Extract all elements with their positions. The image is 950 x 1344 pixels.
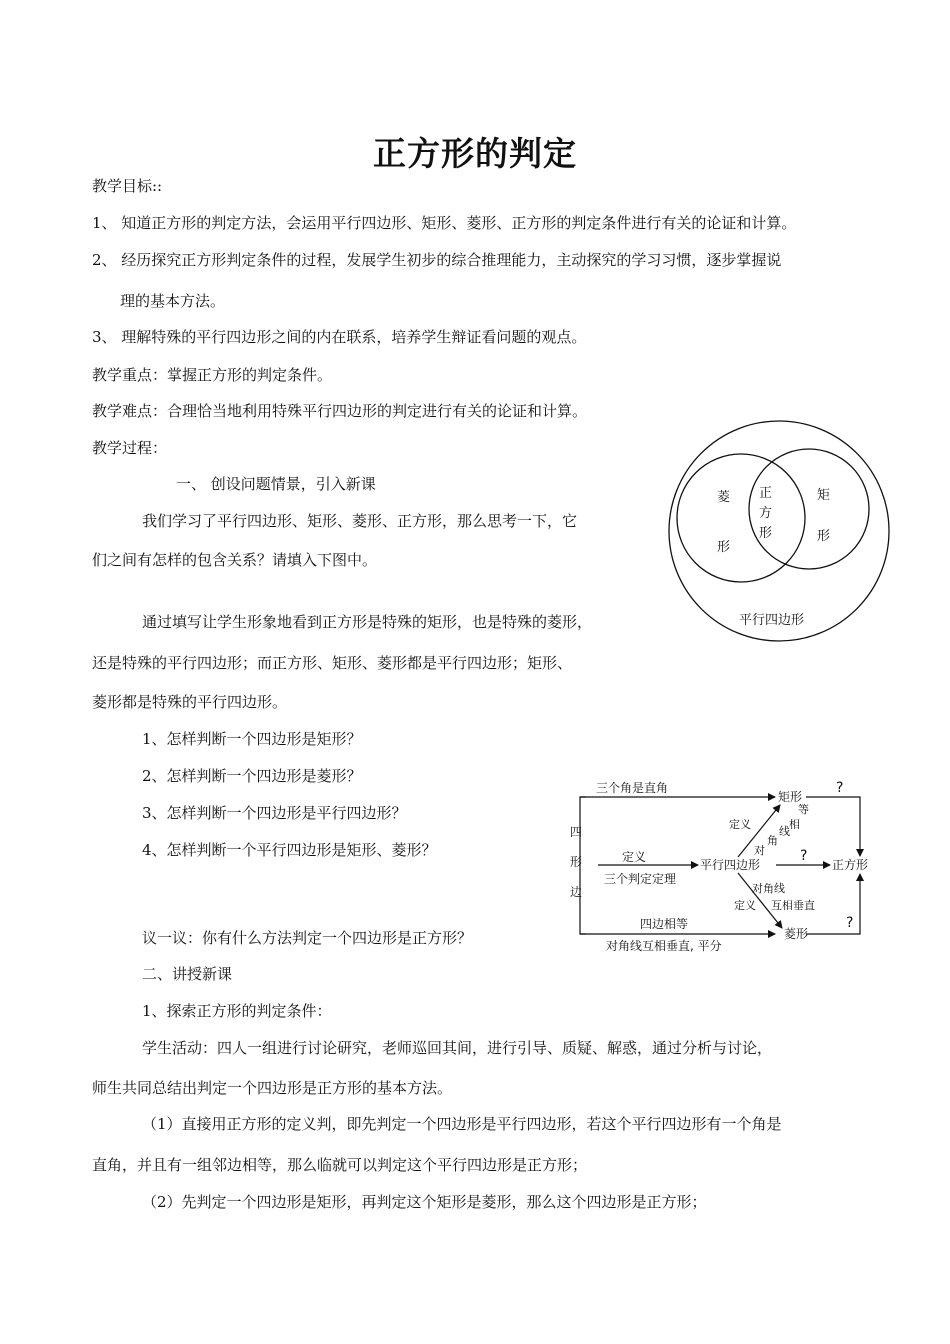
- venn-rectangle-char-1: 矩: [817, 488, 831, 503]
- subsection-1-heading: 1、探索正方形的判定条件：: [142, 1002, 332, 1020]
- key-point: 教学重点：掌握正方形的判定条件。: [92, 366, 333, 384]
- flow-square: 正方形: [832, 858, 869, 872]
- flow-four-sides-equal: 四边相等: [640, 917, 689, 931]
- flow-diag-equal-char-3: 线: [779, 825, 790, 838]
- activity-line-1: 学生活动：四人一组进行讨论研究，老师巡回其间，进行引导、质疑、解惑，通过分析与讨论，: [142, 1039, 773, 1057]
- flow-diag-perp-2: 互相垂直: [771, 899, 815, 912]
- rhombus-circle: [677, 454, 805, 582]
- para-2-line-1: 通过填写让学生形象地看到正方形是特殊的矩形，也是特殊的菱形，: [142, 613, 593, 631]
- goal-1: 1、 知道正方形的判定方法，会运用平行四边形、矩形、菱形、正方形的判定条件进行有关的论证和计算。: [92, 214, 797, 232]
- para-2-line-2: 还是特殊的平行四边形；而正方形、矩形、菱形都是平行四边形；矩形、: [92, 654, 573, 672]
- flow-rectangle: 矩形: [778, 790, 803, 804]
- flow-three-right-angles: 三个角是直角: [596, 781, 669, 795]
- flow-quad-char-3: 边: [570, 885, 583, 899]
- flow-diag-equal-char-1: 等: [798, 803, 809, 816]
- goal-3: 3、 理解特殊的平行四边形之间的内在联系，培养学生辩证看问题的观点。: [92, 328, 587, 346]
- section-1-heading: 一、 创设问题情景，引入新课: [176, 475, 376, 493]
- flow-diag-perp-bisect: 对角线互相垂直, 平分: [606, 939, 722, 953]
- process-heading: 教学过程：: [92, 439, 168, 457]
- flow-diag-perp-1: 对角线: [752, 882, 785, 895]
- para-1-line-1: 我们学习了平行四边形、矩形、菱形、正方形，那么思考一下，它: [142, 512, 578, 530]
- para-1-line-2: 们之间有怎样的包含关系？请填入下图中。: [92, 551, 378, 569]
- venn-rhombus-char-2: 形: [717, 540, 731, 555]
- flow-definition-a: 定义: [622, 850, 647, 864]
- question-3: 3、怎样判断一个四边形是平行四边形？: [142, 804, 407, 822]
- parallelogram-circle: [669, 421, 889, 641]
- flow-quad-char-2: 形: [570, 855, 583, 869]
- discussion-prompt: 议一议：你有什么方法判定一个四边形是正方形？: [142, 929, 473, 947]
- flow-question-bottom: ?: [846, 915, 854, 931]
- flow-diag-equal-char-5: 对: [754, 844, 765, 857]
- goal-2-line-2: 理的基本方法。: [120, 292, 226, 310]
- method-2: （2）先判定一个四边形是矩形，再判定这个矩形是菱形，那么这个四边形是正方形；: [142, 1193, 707, 1211]
- venn-rectangle-char-2: 形: [817, 529, 831, 544]
- venn-parallelogram-label: 平行四边形: [739, 613, 805, 628]
- question-2: 2、怎样判断一个四边形是菱形？: [142, 767, 362, 785]
- method-1-line-2: 直角，并且有一组邻边相等，那么临就可以判定这个平行四边形是正方形；: [92, 1156, 588, 1174]
- question-1: 1、怎样判断一个四边形是矩形？: [142, 730, 362, 748]
- activity-line-2: 师生共同总结出判定一个四边形是正方形的基本方法。: [92, 1079, 453, 1097]
- judgement-flow-diagram: [560, 770, 890, 960]
- para-2-line-3: 菱形都是特殊的平行四边形。: [92, 693, 288, 711]
- flow-definition-b: 定义: [729, 818, 751, 831]
- flow-question-top: ?: [836, 780, 844, 796]
- question-4: 4、怎样判断一个平行四边形是矩形、菱形？: [142, 841, 437, 859]
- venn-square-char-3: 形: [759, 526, 773, 541]
- flow-parallelogram: 平行四边形: [700, 858, 761, 872]
- flow-diag-equal-char-4: 角: [767, 834, 778, 847]
- goal-2-line-1: 2、 经历探究正方形判定条件的过程，发展学生初步的综合推理能力，主动探究的学习习惯，逐步掌握说: [92, 251, 782, 269]
- page-title: 正方形的判定: [373, 134, 577, 173]
- flow-question-mid: ?: [800, 848, 808, 864]
- venn-square-char-2: 方: [759, 506, 773, 521]
- venn-square-char-1: 正: [759, 486, 773, 501]
- flow-quad-char-1: 四: [570, 825, 583, 839]
- flow-rhombus: 菱形: [784, 927, 809, 941]
- section-2-heading: 二、讲授新课: [142, 965, 233, 983]
- flow-definition-c: 定义: [734, 899, 756, 912]
- venn-rhombus-char-1: 菱: [717, 490, 731, 505]
- flow-diag-equal-char-2: 相: [789, 818, 800, 831]
- goals-heading: 教学目标::: [92, 177, 163, 195]
- difficulty: 教学难点：合理恰当地利用特殊平行四边形的判定进行有关的论证和计算。: [92, 402, 588, 420]
- method-1-line-1: （1）直接用正方形的定义判，即先判定一个四边形是平行四边形，若这个平行四边形有一个角是: [142, 1115, 782, 1133]
- flow-three-theorems: 三个判定定理: [604, 872, 677, 886]
- venn-diagram: [655, 418, 905, 644]
